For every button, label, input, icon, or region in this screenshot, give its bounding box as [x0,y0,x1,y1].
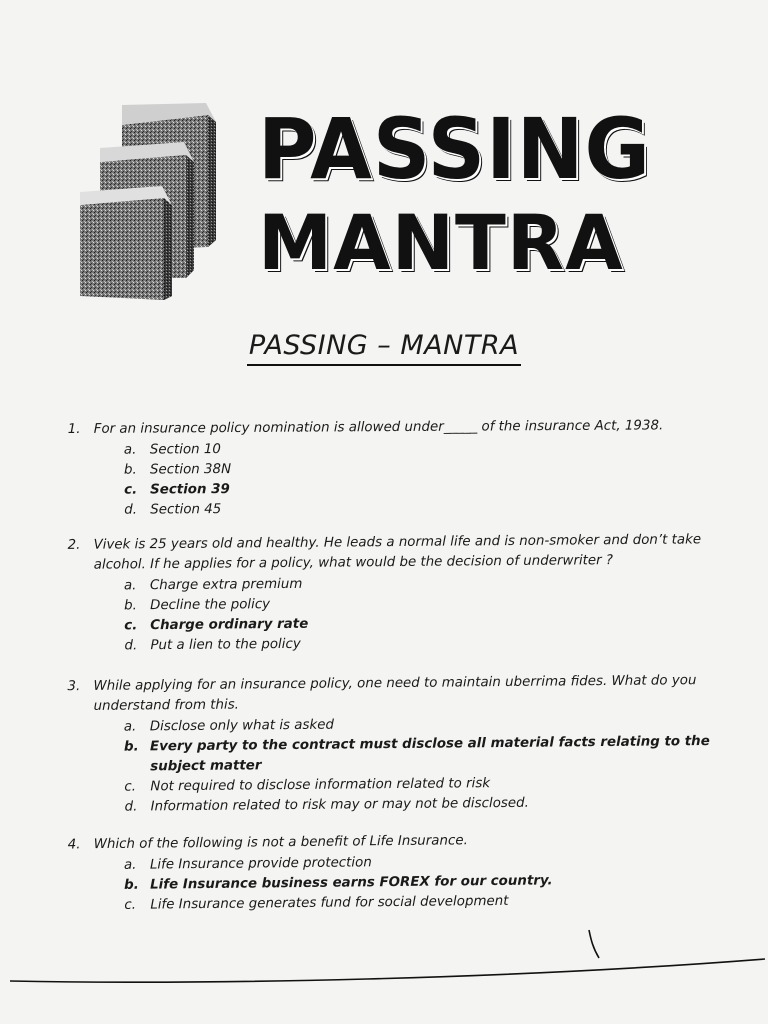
option-text: Disclose only what is asked [149,717,335,735]
option-text: Every party to the contract must disclose all material facts relating to the subject matter [149,734,710,775]
page-title [0,330,768,361]
logo-line-mantra: MANTRA [258,198,624,287]
option-letter: a. [123,578,137,594]
logo-line-passing: PASSING [258,100,651,198]
question-text: Which of the following is not a benefit of Life Insurance. [93,833,468,853]
question-text: While applying for an insurance policy, one need to maintain uberrima fides. What do you understand from this. [93,673,697,714]
option-b [124,732,728,778]
option-letter: c. [124,779,137,795]
option-list [68,712,729,818]
option-letter: b. [123,462,137,478]
option-letter: c. [124,482,138,498]
option-letter: a. [123,719,137,735]
option-letter: a. [123,442,137,458]
question-4 [68,829,729,917]
option-letter: d. [124,638,138,654]
option-letter: b. [123,739,139,755]
question-number: 1. [67,421,81,438]
page-edge-line [10,955,768,987]
option-text: Charge ordinary rate [150,616,309,634]
question-2 [67,530,728,657]
option-d [124,631,728,656]
option-text: Put a lien to the policy [150,636,301,654]
option-letter: c. [124,897,137,913]
option-text: Life Insurance business earns FOREX for our country. [150,873,553,893]
option-text: Life Insurance generates fund for social development [150,893,509,913]
option-letter: b. [124,877,139,893]
option-text: Section 38N [149,462,232,478]
question-number: 4. [67,837,81,853]
option-d [124,497,728,521]
option-text: Information related to risk may or may not be disclosed. [150,795,529,815]
option-letter: a. [123,857,137,873]
option-text: Section 10 [149,442,221,458]
stacked-books-icon [78,100,223,300]
question-text: For an insurance policy nomination is allowed under_____ of the insurance Act, 1938. [93,418,664,437]
option-list [68,437,728,521]
option-text: Section 39 [150,482,230,498]
option-text: Decline the policy [150,597,271,614]
option-list [68,850,729,917]
question-3 [67,671,728,818]
option-letter: d. [124,799,138,815]
question-text: Vivek is 25 years old and healthy. He leads a normal life and is non-smoker and don’t take alcohol. If he applies for a policy, what would be the decision of underwriter ? [93,532,702,573]
option-letter: b. [124,598,137,614]
question-number: 2. [67,537,81,553]
question-number: 3. [67,679,81,695]
option-letter: d. [124,502,138,518]
option-letter: c. [124,618,138,634]
option-text: Section 45 [150,502,222,518]
option-text: Not required to disclose information related to risk [150,776,491,795]
page-title-text: PASSING – MANTRA [247,330,521,366]
question-1 [68,416,729,521]
option-list [68,571,729,657]
option-text: Charge extra premium [149,576,303,594]
option-text: Life Insurance provide protection [149,855,372,873]
logo-wordmark [258,100,651,290]
